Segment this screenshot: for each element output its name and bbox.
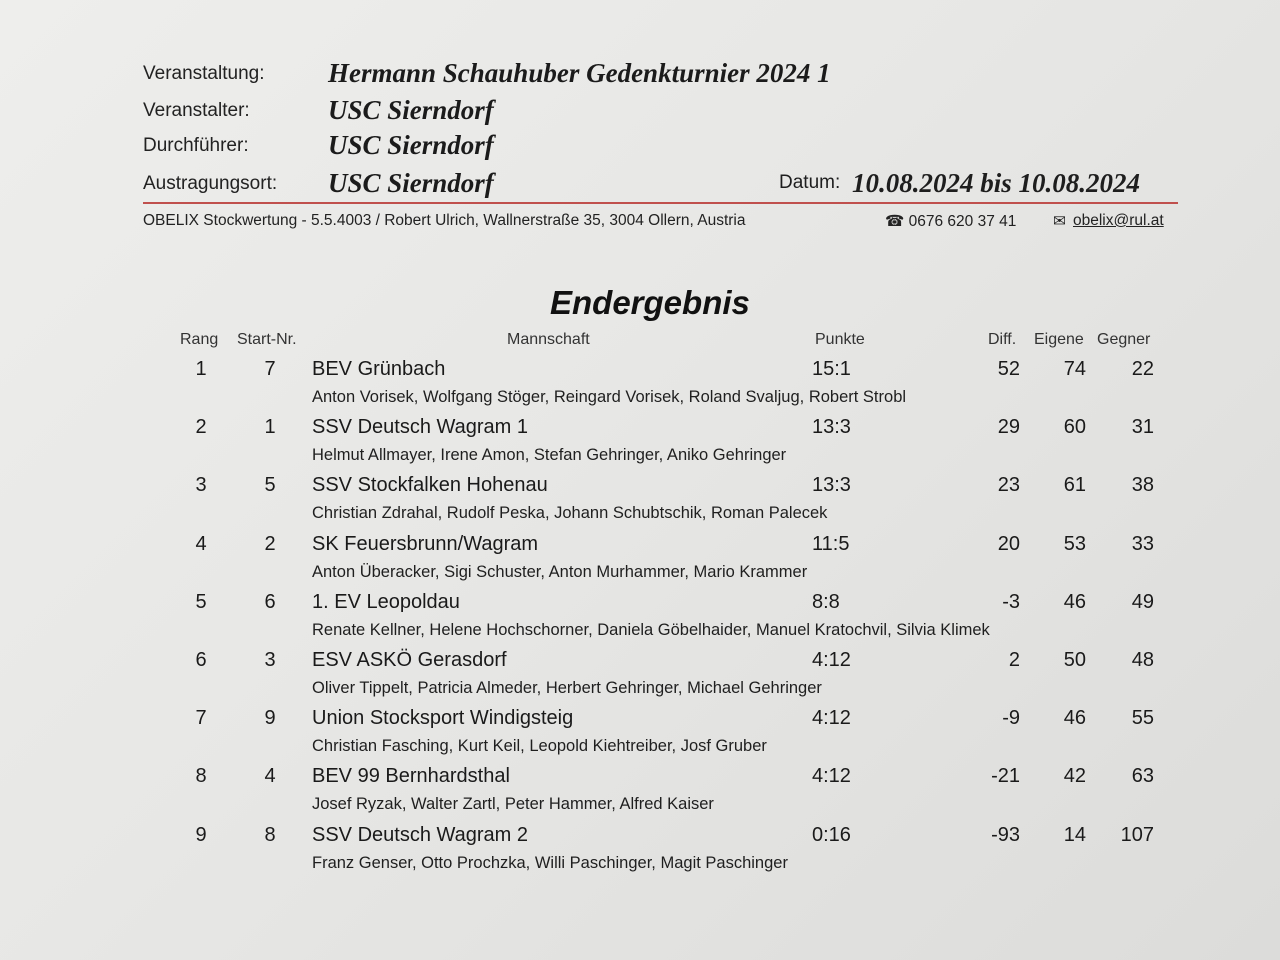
opponent-cell: 49 [1131,590,1154,613]
own-cell: 14 [1063,823,1086,846]
player-list: Christian Zdrahal, Rudolf Peska, Johann Schubtschik, Roman Palecek [312,504,828,523]
own-cell: 74 [1063,358,1086,380]
start-number-cell: 1 [264,416,276,439]
start-number-cell: 6 [264,590,276,613]
diff-cell: 20 [997,532,1020,555]
rank-cell: 9 [195,823,207,846]
col-header-opp: Gegner [1097,331,1151,348]
player-list: Franz Genser, Otto Prochzka, Willi Paschinger, Magit Paschinger [312,853,788,872]
phone-number: ☎ 0676 620 37 41 [885,213,1017,230]
email-icon: ✉ [1053,213,1066,230]
own-cell: 42 [1063,765,1086,788]
opponent-cell: 33 [1131,532,1154,555]
player-list: Oliver Tippelt, Patricia Almeder, Herbert Gehringer, Michael Gehringer [312,679,822,697]
opponent-cell: 38 [1131,474,1154,497]
col-header-start: Start-Nr. [237,331,297,348]
start-number-cell: 3 [264,649,276,671]
diff-cell: -3 [1002,590,1020,613]
points-cell: 4:12 [812,707,851,730]
own-cell: 50 [1063,649,1086,671]
event-value: Hermann Schauhuber Gedenkturnier 2024 1 [328,58,831,88]
player-list: Christian Fasching, Kurt Keil, Leopold Kiehtreiber, Josf Gruber [312,737,767,756]
start-number-cell: 9 [264,707,276,730]
rank-cell: 1 [195,358,207,380]
team-name-cell: 1. EV Leopoldau [312,590,460,613]
date-value: 10.08.2024 bis 10.08.2024 [852,168,1141,198]
date-label: Datum: [779,172,841,193]
organizer-value: USC Sierndorf [328,95,494,125]
diff-cell: -93 [991,823,1020,846]
rank-cell: 6 [195,649,207,671]
venue-label: Austragungsort: [143,173,278,194]
team-name-cell: SSV Stockfalken Hohenau [312,474,548,497]
points-cell: 4:12 [812,765,851,788]
own-cell: 61 [1063,474,1086,497]
opponent-cell: 31 [1131,416,1154,439]
rank-cell: 3 [195,474,207,497]
own-cell: 46 [1063,590,1086,613]
player-list: Josef Ryzak, Walter Zartl, Peter Hammer, Alfred Kaiser [312,795,714,814]
rank-cell: 5 [195,590,207,613]
diff-cell: 23 [997,474,1020,497]
player-list: Anton Vorisek, Wolfgang Stöger, Reingard Vorisek, Roland Svaljug, Robert Strobl [312,388,907,406]
rank-cell: 4 [195,532,207,555]
opponent-cell: 63 [1131,765,1154,788]
opponent-cell: 55 [1131,707,1154,730]
start-number-cell: 8 [264,823,276,846]
start-number-cell: 4 [264,765,276,788]
organizer-label: Veranstalter: [143,100,250,121]
points-cell: 4:12 [812,649,851,671]
start-number-cell: 2 [264,532,276,555]
opponent-cell: 107 [1120,823,1154,846]
rank-cell: 2 [195,416,207,439]
diff-cell: 2 [1008,649,1020,671]
own-cell: 53 [1063,532,1086,555]
venue-value: USC Sierndorf [328,168,494,198]
software-info: OBELIX Stockwertung - 5.5.4003 / Robert Ulrich, Wallnerstraße 35, 3004 Ollern, Austria [143,212,746,229]
col-header-diff: Diff. [988,331,1017,348]
points-cell: 13:3 [812,416,851,439]
player-list: Renate Kellner, Helene Hochschorner, Daniela Göbelhaider, Manuel Kratochvil, Silvia Klimek [312,620,990,639]
player-list: Helmut Allmayer, Irene Amon, Stefan Gehringer, Aniko Gehringer [312,446,787,465]
col-header-own: Eigene [1034,331,1084,348]
points-cell: 8:8 [812,590,840,613]
start-number-cell: 5 [264,474,276,497]
diff-cell: -21 [991,765,1020,788]
team-name-cell: Union Stocksport Windigsteig [312,707,574,730]
diff-cell: 52 [997,358,1020,380]
col-header-rank: Rang [180,331,219,348]
points-cell: 11:5 [812,532,850,555]
header-divider [143,202,1178,204]
player-list: Anton Überacker, Sigi Schuster, Anton Murhammer, Mario Krammer [312,562,808,581]
col-header-points: Punkte [815,331,865,348]
team-name-cell: BEV Grünbach [312,358,446,380]
start-number-cell: 7 [264,358,276,380]
team-name-cell: ESV ASKÖ Gerasdorf [312,649,507,671]
event-label: Veranstaltung: [143,63,265,84]
col-header-team: Mannschaft [507,331,590,348]
own-cell: 46 [1063,707,1086,730]
rank-cell: 8 [195,765,207,788]
team-name-cell: SK Feuersbrunn/Wagram [312,532,539,555]
diff-cell: 29 [997,416,1020,439]
opponent-cell: 48 [1131,649,1154,671]
points-cell: 0:16 [812,823,851,846]
executor-value: USC Sierndorf [328,130,494,160]
team-name-cell: SSV Deutsch Wagram 1 [312,416,529,439]
rank-cell: 7 [195,707,207,730]
diff-cell: -9 [1002,707,1020,730]
team-name-cell: SSV Deutsch Wagram 2 [312,823,529,846]
own-cell: 60 [1063,416,1086,439]
points-cell: 13:3 [812,474,851,497]
points-cell: 15:1 [812,358,851,380]
email-link[interactable]: obelix@rul.at [1073,212,1164,229]
page-title: Endergebnis [550,284,750,321]
team-name-cell: BEV 99 Bernhardsthal [312,765,510,788]
executor-label: Durchführer: [143,135,249,156]
opponent-cell: 22 [1131,358,1154,380]
